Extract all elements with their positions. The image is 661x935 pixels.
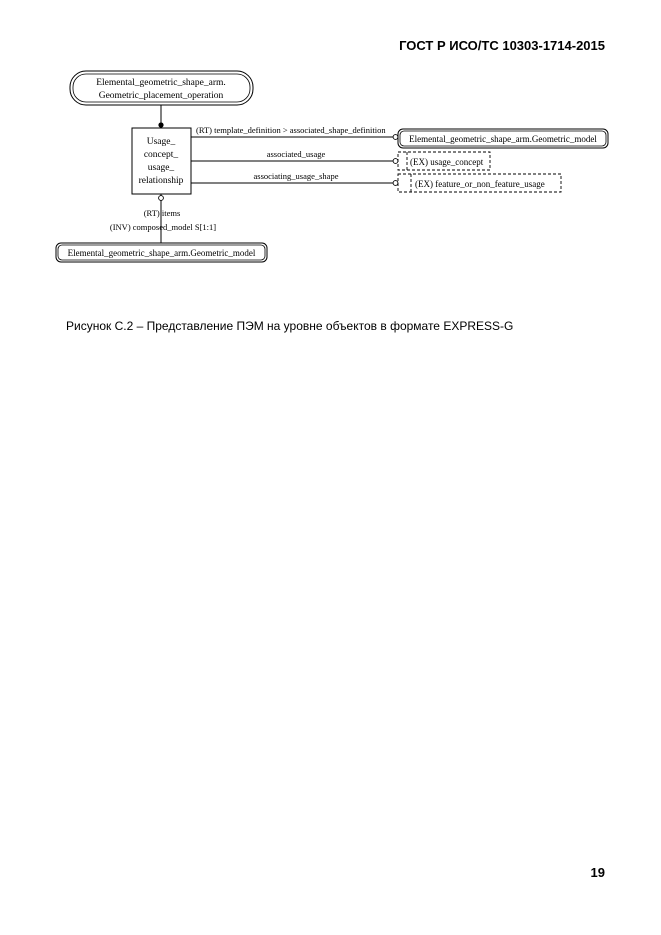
- figure-caption: Рисунок С.2 – Представление ПЭМ на уровне объектов в формате EXPRESS-G: [66, 319, 514, 333]
- rel-associating-usage-shape-label: associating_usage_shape: [253, 171, 339, 181]
- top-entity-box: [70, 71, 253, 105]
- central-entity-line2: concept_: [143, 150, 179, 160]
- open-end-circle: [393, 159, 398, 164]
- open-end-circle: [159, 196, 164, 201]
- ref-feature-usage-label: (EX) feature_or_non_feature_usage: [415, 179, 545, 189]
- express-g-diagram: [0, 0, 661, 300]
- right-entity-label: Elemental_geometric_shape_arm.Geometric_model: [409, 134, 597, 144]
- rel-inverse-label: (INV) composed_model S[1:1]: [109, 222, 217, 232]
- right-entity-box: [398, 129, 608, 148]
- central-entity-box: [132, 128, 191, 194]
- central-entity-line4: relationship: [138, 176, 184, 186]
- rel-associated-usage-label: associated_usage: [266, 149, 326, 159]
- page-number: 19: [590, 865, 605, 880]
- ref-feature-usage-box: [398, 174, 561, 192]
- rel-template-label: (RT) template_definition > associated_shape_definition: [196, 125, 386, 135]
- filled-end-dot: [158, 122, 163, 127]
- ref-usage-concept-label: (EX) usage_concept: [410, 157, 484, 167]
- rel-items-label: (RT) items: [143, 208, 181, 218]
- bottom-entity-label: Elemental_geometric_shape_arm.Geometric_model: [67, 248, 256, 258]
- open-end-circle: [393, 181, 398, 186]
- ref-usage-concept-box: [398, 152, 490, 170]
- central-entity-line1: Usage_: [146, 137, 176, 147]
- bottom-entity-box: [56, 243, 267, 262]
- top-entity-line1: Elemental_geometric_shape_arm.: [96, 78, 226, 88]
- central-entity-line3: usage_: [147, 163, 175, 173]
- top-entity-line2: Geometric_placement_operation: [98, 91, 224, 101]
- document-header: ГОСТ Р ИСО/ТС 10303-1714-2015: [399, 38, 605, 53]
- open-end-circle: [393, 135, 398, 140]
